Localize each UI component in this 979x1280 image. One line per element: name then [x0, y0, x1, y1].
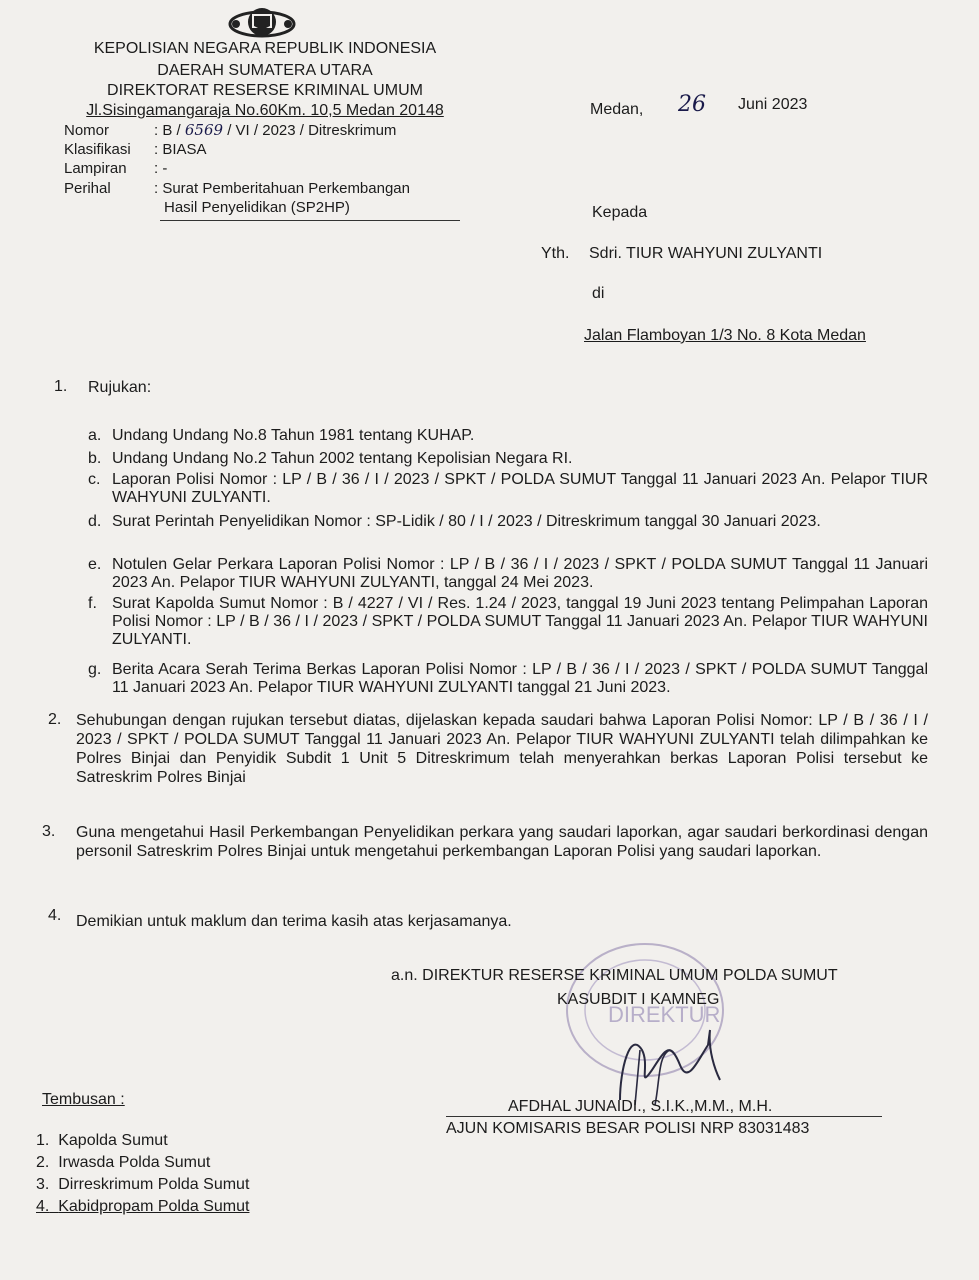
p1-title: Rujukan: — [88, 379, 152, 396]
rujukan-text: Surat Perintah Penyelidikan Nomor : SP-Lidik / 80 / I / 2023 / Ditreskrimum tanggal 30 Januari 2023. — [112, 513, 821, 530]
letterhead-line-2: DAERAH SUMATERA UTARA — [157, 62, 373, 79]
rujukan-key: a. — [88, 427, 102, 444]
list-item — [36, 1152, 249, 1174]
rujukan-item — [88, 556, 928, 592]
list-item-number: 2. — [36, 1154, 50, 1171]
p2-number: 2. — [48, 711, 62, 728]
rujukan-text: Undang Undang No.2 Tahun 2002 tentang Kepolisian Negara RI. — [112, 450, 573, 467]
klasifikasi-label: Klasifikasi — [64, 141, 131, 158]
perihal-underline — [160, 220, 460, 221]
nomor-label: Nomor — [64, 122, 110, 139]
list-item-text: Kabidpropam Polda Sumut — [58, 1198, 250, 1215]
rujukan-item — [88, 427, 928, 445]
letterhead-address: Jl.Sisingamangaraja No.60Km. 10,5 Medan 20148 — [86, 102, 444, 119]
p4-number: 4. — [48, 907, 62, 924]
perihal-line-2: Hasil Penyelidikan (SP2HP) — [164, 199, 350, 216]
date-place: Medan, — [590, 101, 644, 118]
tembusan-label: Tembusan : — [42, 1091, 125, 1108]
p1-number: 1. — [54, 378, 68, 395]
nomor-handwritten: 6569 — [184, 121, 224, 139]
rujukan-text: Laporan Polisi Nomor : LP / B / 36 / I / 2023 / SPKT / POLDA SUMUT Tanggal 11 Januari 2023 An. Pelapor TIUR WAHYUNI ZULYANTI. — [112, 471, 928, 506]
rujukan-item — [88, 595, 928, 649]
signature-name: AFDHAL JUNAIDI., S.I.K.,M.M., M.H. — [508, 1098, 773, 1115]
perihal-label: Perihal — [64, 180, 111, 197]
stamp-text: DIREKTUR — [608, 1002, 721, 1027]
p2-text: Sehubungan dengan rujukan tersebut diatas, dijelaskan kepada saudari bahwa Laporan Polisi Nomor: LP / B / 36 / I / 2023 / SPKT / POLDA SUMUT Tanggal 11 Januari 2023 An. Pelapor TIUR WAHYUNI ZULYANTI telah dilimpahkan ke Polres Binjai dan Penyidik Subdit 1 Unit 5 Ditreskrimum telah menyerahkan berkas Laporan Polisi tersebut ke Satreskrim Polres Binjai — [76, 712, 928, 786]
list-item-text: Kapolda Sumut — [58, 1132, 168, 1149]
rujukan-item — [88, 471, 928, 507]
nomor-row — [64, 121, 396, 140]
rujukan-key: c. — [88, 471, 101, 488]
letterhead-line-1: KEPOLISIAN NEGARA REPUBLIK INDONESIA — [93, 40, 437, 57]
list-item — [36, 1130, 249, 1152]
nomor-suffix: / VI / 2023 / Ditreskrimum — [227, 122, 397, 139]
recipient-address: Jalan Flamboyan 1/3 No. 8 Kota Medan — [584, 327, 866, 344]
p3-number: 3. — [42, 823, 56, 840]
rujukan-item — [88, 450, 928, 468]
date-month-year: Juni 2023 — [738, 96, 808, 113]
klasifikasi-value: : BIASA — [154, 141, 207, 158]
rujukan-item — [88, 513, 928, 531]
rujukan-key: b. — [88, 450, 102, 467]
list-item-number: 4. — [36, 1198, 50, 1215]
recipient-yth: Yth. — [541, 245, 570, 262]
list-item — [36, 1174, 249, 1196]
recipient-name: Sdri. TIUR WAHYUNI ZULYANTI — [589, 245, 823, 262]
signature-rule — [446, 1116, 882, 1117]
rujukan-key: g. — [88, 661, 102, 678]
rujukan-key: e. — [88, 556, 102, 573]
klasifikasi-row — [64, 141, 207, 159]
handwritten-signature-icon — [580, 1010, 730, 1110]
list-item-text: Irwasda Polda Sumut — [58, 1154, 211, 1171]
rujukan-text: Undang Undang No.8 Tahun 1981 tentang KUHAP. — [112, 427, 475, 444]
signature-line-2: KASUBDIT I KAMNEG — [557, 991, 720, 1008]
tembusan-list — [36, 1130, 249, 1218]
list-item-number: 3. — [36, 1176, 50, 1193]
signature-line-1: a.n. DIREKTUR RESERSE KRIMINAL UMUM POLDA SUMUT — [391, 967, 838, 984]
p3-text: Guna mengetahui Hasil Perkembangan Penyelidikan perkara yang saudari laporkan, agar saudari berkordinasi dengan personil Satreskrim Polres Binjai untuk mengetahui perkembangan Laporan Polisi yang saudari laporkan. — [76, 824, 928, 860]
recipient-di: di — [592, 285, 605, 302]
rujukan-text: Notulen Gelar Perkara Laporan Polisi Nomor : LP / B / 36 / I / 2023 / SPKT / POLDA SUMUT Tanggal 11 Januari 2023 An. Pelapor TIUR WAHYUNI ZULYANTI, tanggal 24 Mei 2023. — [112, 556, 928, 591]
nomor-prefix: : B / — [154, 122, 181, 139]
lampiran-value: : - — [154, 160, 168, 177]
letterhead-line-3: DIREKTORAT RESERSE KRIMINAL UMUM — [107, 82, 423, 99]
perihal-line-1: : Surat Pemberitahuan Perkembangan — [154, 180, 410, 197]
list-item-number: 1. — [36, 1132, 50, 1149]
rujukan-text: Berita Acara Serah Terima Berkas Laporan Polisi Nomor : LP / B / 36 / I / 2023 / SPKT / POLDA SUMUT Tanggal 11 Januari 2023 An. Pelapor TIUR WAHYUNI ZULYANTI tanggal 21 Juni 2023. — [112, 661, 928, 696]
list-item-text: Dirreskrimum Polda Sumut — [58, 1176, 250, 1193]
date-day-handwritten: 26 — [678, 92, 706, 117]
police-emblem-icon — [226, 4, 298, 38]
rujukan-key: d. — [88, 513, 102, 530]
rujukan-item — [88, 661, 928, 697]
lampiran-row — [64, 160, 167, 178]
p4-text: Demikian untuk maklum dan terima kasih atas kerjasamanya. — [76, 913, 512, 930]
rujukan-text: Surat Kapolda Sumut Nomor : B / 4227 / VI / Res. 1.24 / 2023, tanggal 19 Juni 2023 tentang Pelimpahan Laporan Polisi Nomor : LP / B / 36 / I / 2023 / SPKT / POLDA SUMUT Tanggal 11 Januari 2023 An. Pelapor TIUR WAHYUNI ZULYANTI. — [112, 595, 928, 648]
lampiran-label: Lampiran — [64, 160, 127, 177]
rujukan-key: f. — [88, 595, 97, 612]
recipient-kepada: Kepada — [592, 204, 648, 221]
list-item — [36, 1196, 249, 1218]
perihal-row — [64, 180, 410, 198]
signature-rank: AJUN KOMISARIS BESAR POLISI NRP 83031483 — [446, 1120, 810, 1137]
